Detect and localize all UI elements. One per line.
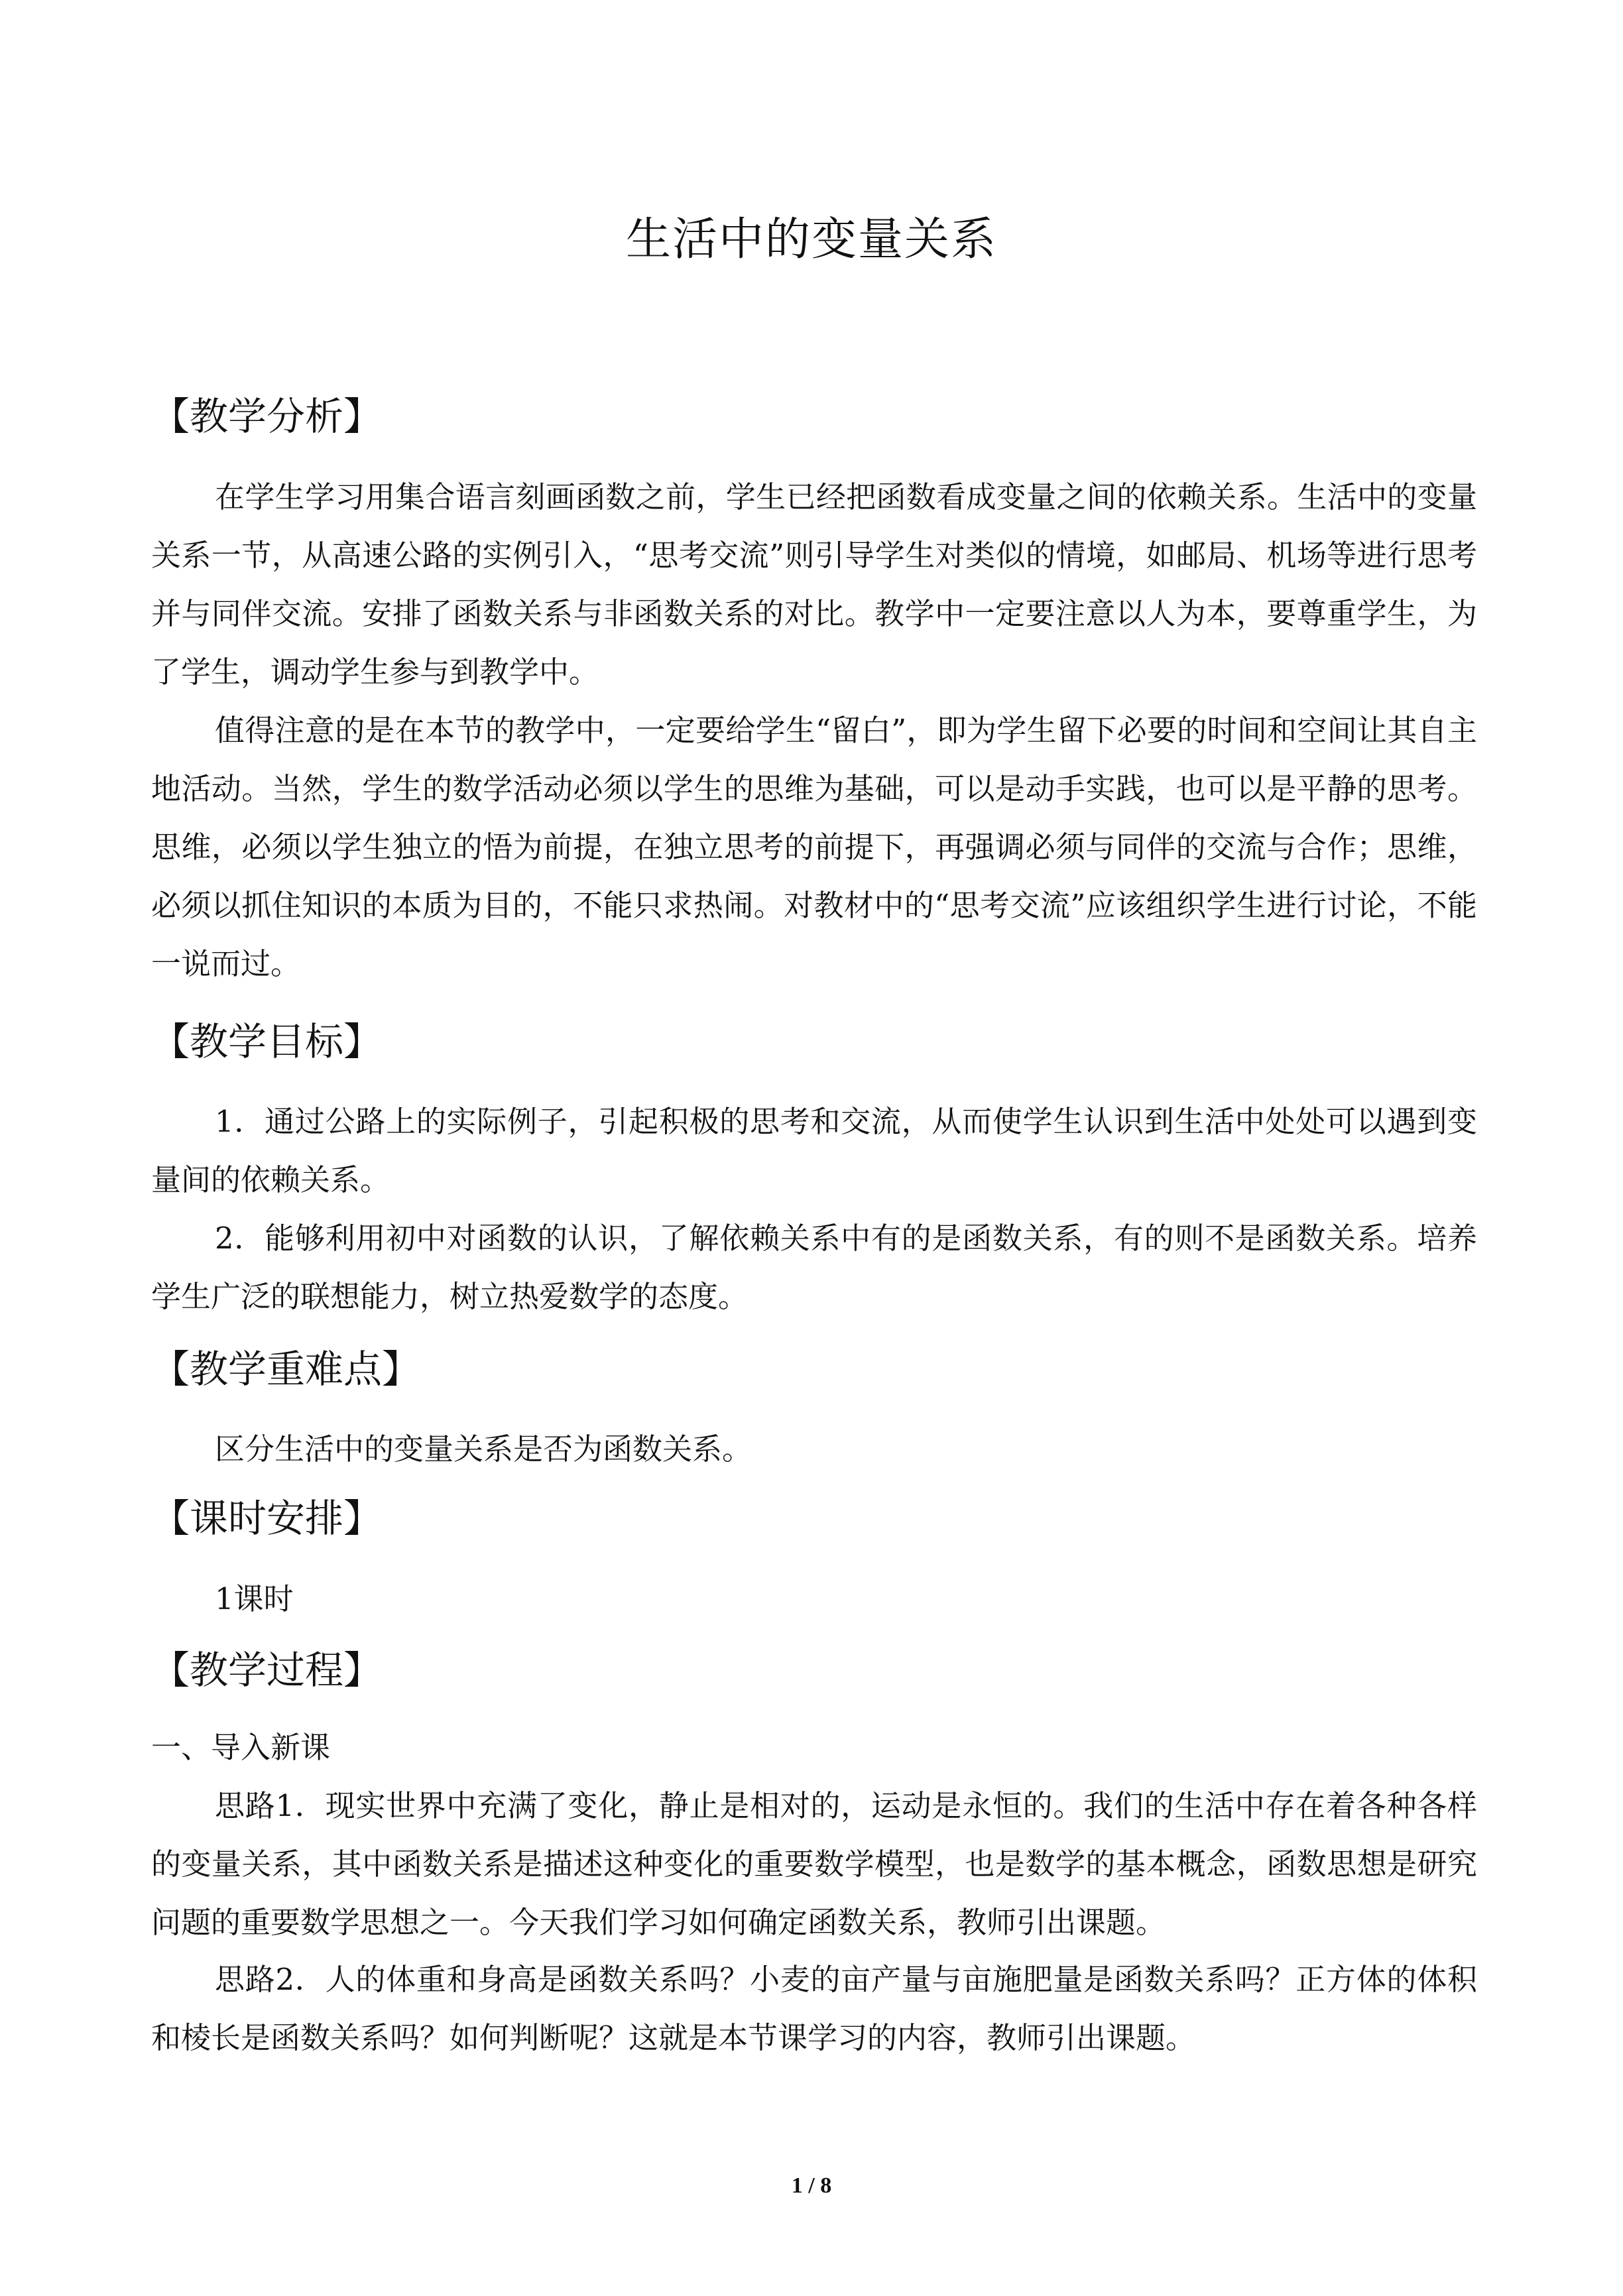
section-heading-process: 【教学过程】 [151, 1648, 383, 1693]
objectives-paragraph-2: 2．能够利用初中对函数的认识，了解依赖关系中有的是函数关系，有的则不是函数关系。培养学生广泛的联想能力，树立热爱数学的态度。 [151, 1221, 1477, 1314]
process-paragraph-1: 思路1．现实世界中充满了变化，静止是相对的，运动是永恒的。我们的生活中存在着各种各样的变量关系，其中函数关系是描述这种变化的重要数学模型，也是数学的基本概念，函数思想是研究问题的重要数学思想之一。今天我们学习如何确定函数关系，教师引出课题。 [151, 1788, 1477, 1940]
page-number: 1 / 8 [791, 2173, 832, 2198]
section-heading-key-points: 【教学重难点】 [151, 1347, 421, 1392]
document-title: 生活中的变量关系 [625, 213, 997, 266]
process-paragraph-2: 思路2．人的体重和身高是函数关系吗？小麦的亩产量与亩施肥量是函数关系吗？正方体的体积和棱长是函数关系吗？如何判断呢？这就是本节课学习的内容，教师引出课题。 [151, 1962, 1477, 2055]
section-heading-analysis: 【教学分析】 [151, 394, 383, 439]
section-heading-schedule: 【课时安排】 [151, 1496, 383, 1541]
section-heading-objectives: 【教学目标】 [151, 1019, 383, 1064]
objectives-paragraph-1: 1．通过公路上的实际例子，引起积极的思考和交流，从而使学生认识到生活中处处可以遇到变量间的依赖关系。 [151, 1104, 1477, 1197]
key-points-paragraph-1: 区分生活中的变量关系是否为函数关系。 [215, 1431, 752, 1467]
schedule-paragraph-1: 1课时 [215, 1581, 294, 1616]
analysis-paragraph-1: 在学生学习用集合语言刻画函数之前，学生已经把函数看成变量之间的依赖关系。生活中的变量关系一节，从高速公路的实例引入，“思考交流”则引导学生对类似的情境，如邮局、机场等进行思考并与同伴交流。安排了函数关系与非函数关系的对比。教学中一定要注意以人为本，要尊重学生，为了学生，调动学生参与到教学中。 [151, 479, 1477, 690]
process-subheading: 一、导入新课 [151, 1730, 331, 1765]
analysis-paragraph-2: 值得注意的是在本节的教学中，一定要给学生“留白”，即为学生留下必要的时间和空间让其自主地活动。当然，学生的数学活动必须以学生的思维为基础，可以是动手实践，也可以是平静的思考。思维，必须以学生独立的悟为前提，在独立思考的前提下，再强调必须与同伴的交流与合作；思维，必须以抓住知识的本质为目的，不能只求热闹。对教材中的“思考交流”应该组织学生进行讨论，不能一说而过。 [151, 713, 1477, 981]
